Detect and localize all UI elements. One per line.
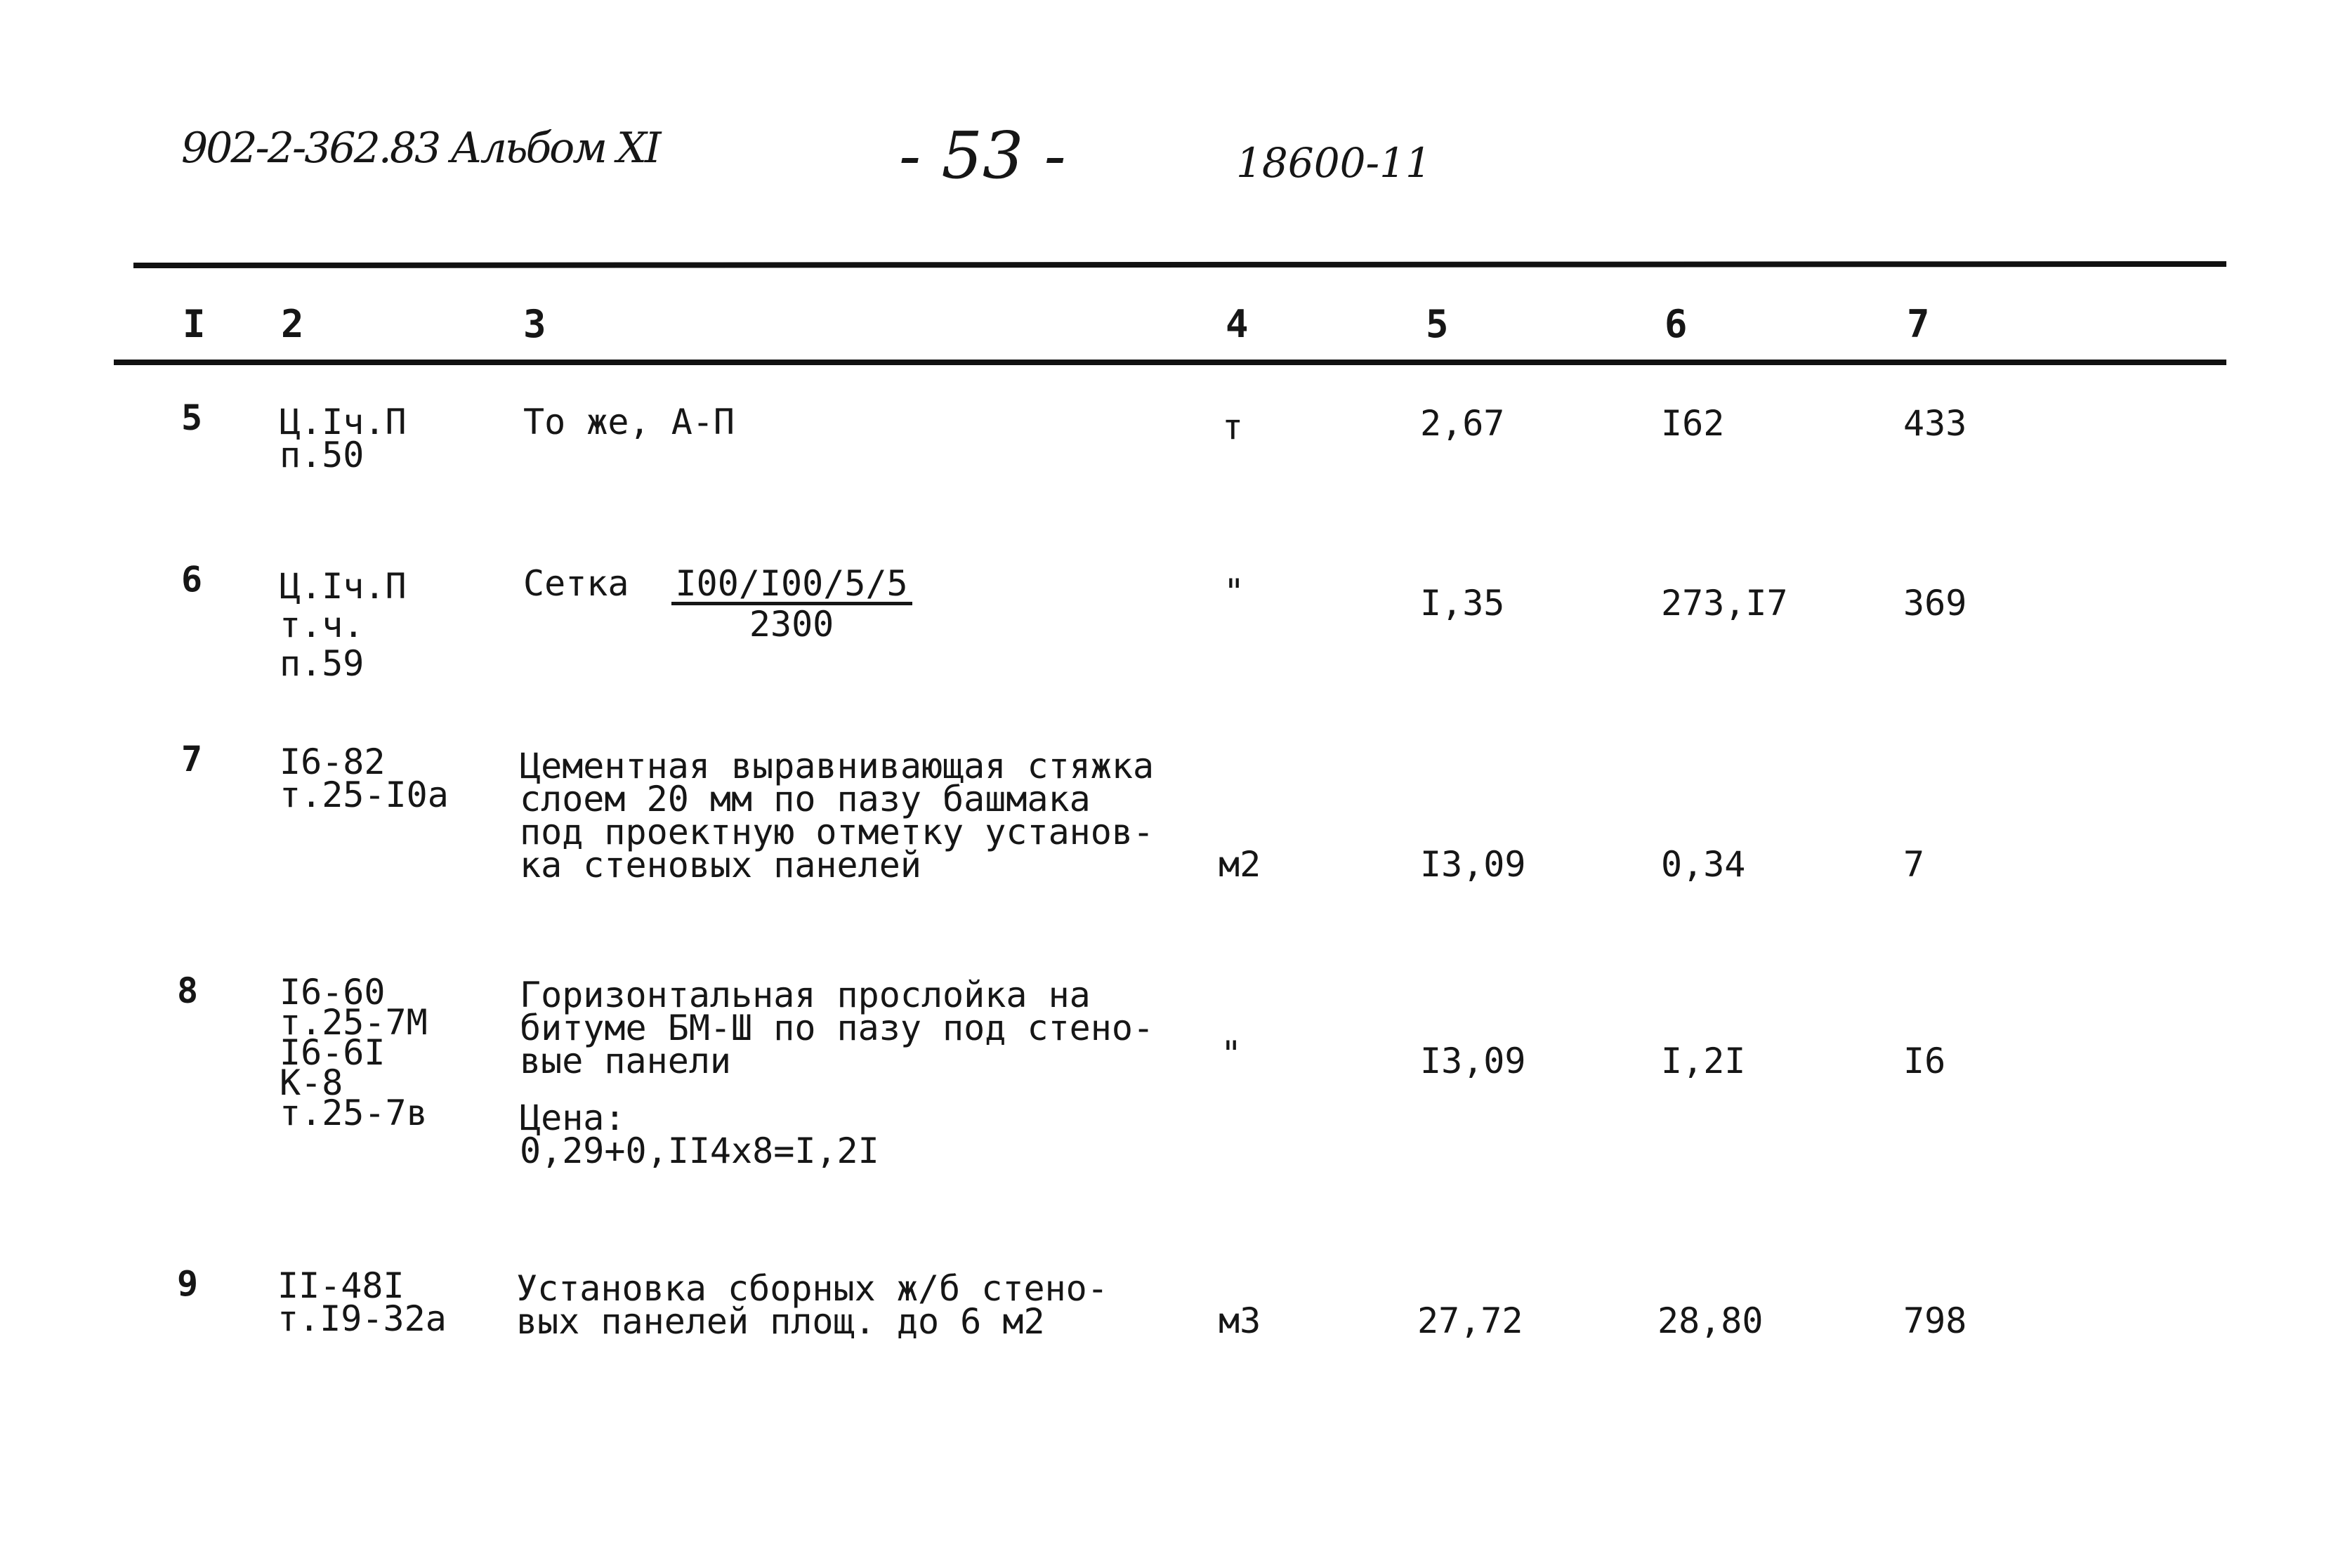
column-number-3: 3 [523,302,546,346]
row-description: Установка сборных ж/б стено- вых панелей площ. до 6 м2 [516,1268,1108,1342]
row-unit-price: 28,80 [1657,1300,1764,1341]
table-header-rule [114,360,2226,365]
row-unit-price: I62 [1661,403,1725,444]
price-calculation: 0,29+0,II4х8=I,2I [520,1131,879,1171]
row-reference: I6-82 т.25-I0а [280,742,449,815]
row-reference: Ц.Iч.П т.ч. п.59 [280,566,407,684]
column-number-2: 2 [281,302,304,346]
album-code: 902-2-362.83 Альбом XI [181,124,659,173]
column-number-5: 5 [1426,302,1449,346]
column-number-7: 7 [1907,302,1930,346]
row-reference: I6-60 т.25-7М I6-6I К-8 т.25-7в [280,972,428,1133]
row-quantity: I3,09 [1420,1041,1526,1081]
mesh-fraction-denominator: 2300 [749,604,834,645]
row-number: 9 [177,1263,199,1304]
price-calculation-label: Цена: [520,1098,626,1138]
row-unit-price: I,2I [1661,1041,1746,1081]
row-number: 6 [181,559,203,600]
row-number: 7 [181,739,203,779]
column-number-4: 4 [1226,302,1249,346]
table-top-rule [133,261,2226,268]
row-unit-price: 273,I7 [1661,583,1788,624]
page-number: - 53 - [899,118,1066,193]
row-quantity: 27,72 [1417,1300,1523,1341]
column-number-1: I [183,302,206,346]
row-reference: II-48I т.I9-32а [277,1265,447,1339]
row-quantity: 2,67 [1420,403,1505,444]
column-number-6: 6 [1664,302,1688,346]
row-total: 7 [1903,844,1925,885]
row-total: I6 [1903,1041,1946,1081]
row-unit: " [1221,1034,1242,1074]
row-quantity: I3,09 [1420,844,1526,885]
row-description: Горизонтальная прослойка на битуме БМ-Ш по пазу под стено- вые панели Цена: 0,29+0,II4х8=I,2I [520,975,1155,1171]
row-unit: " [1223,572,1245,612]
row-total: 369 [1903,583,1967,624]
document-number: 18600-11 [1236,139,1431,187]
mesh-label: Сетка [523,563,629,604]
mesh-fraction-numerator: I00/I00/5/5 [671,567,912,605]
row-unit: т [1222,407,1244,447]
row-description [523,563,912,645]
mesh-fraction [671,563,912,645]
row-unit: м3 [1219,1300,1261,1341]
row-unit: м2 [1219,844,1261,885]
row-number: 8 [177,970,199,1011]
row-total: 433 [1903,403,1967,444]
row-reference: Ц.Iч.П п.50 [280,402,407,475]
row-total: 798 [1903,1300,1967,1341]
row-description: То же, А-П [523,402,735,442]
row-number: 5 [181,397,203,438]
row-quantity: I,35 [1420,583,1505,624]
row-unit-price: 0,34 [1661,844,1746,885]
row-description: Цементная выравнивающая стяжка слоем 20 мм по пазу башмака под проектную отметку установ- ка стеновых панелей [520,746,1155,885]
